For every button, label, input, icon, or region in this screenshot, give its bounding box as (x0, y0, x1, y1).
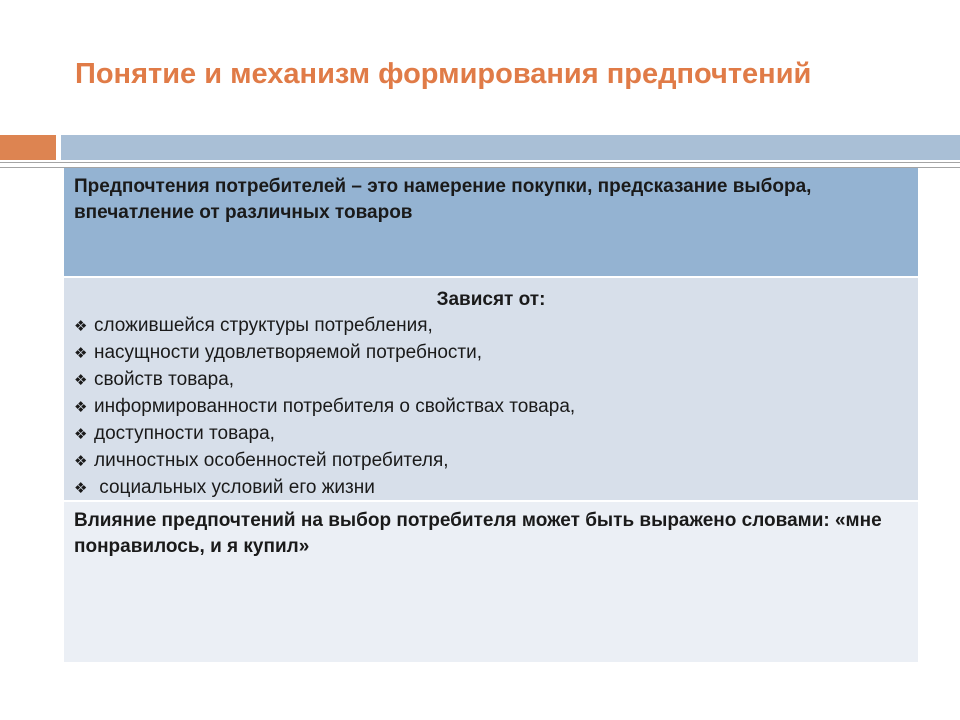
influence-text: Влияние предпочтений на выбор потребителя может быть выражено словами: «мне понравилось, и я купил» (74, 510, 882, 557)
list-item (74, 448, 908, 475)
diamond-bullet-icon: ❖ (74, 345, 88, 362)
depends-title: Зависят от: (436, 289, 546, 310)
diamond-bullet-icon: ❖ (74, 426, 88, 443)
slide-title: Понятие и механизм формирования предпочтений (75, 58, 812, 90)
factor-text: социальных условий его жизни (94, 477, 375, 498)
list-item (74, 475, 908, 502)
diamond-bullet-icon: ❖ (74, 480, 88, 497)
factor-list (74, 313, 908, 502)
factor-text: насущности удовлетворяемой потребности, (94, 342, 483, 363)
list-item (74, 367, 908, 394)
list-item (74, 394, 908, 421)
influence-cell (64, 502, 918, 662)
accent-bar-blue (61, 135, 960, 160)
factor-text: личностных особенностей потребителя, (94, 450, 449, 471)
definition-text: Предпочтения потребителей – это намерение покупки, предсказание выбора, впечатление от различных товаров (74, 176, 812, 223)
list-item (74, 421, 908, 448)
diamond-bullet-icon: ❖ (74, 399, 88, 416)
diamond-bullet-icon: ❖ (74, 453, 88, 470)
diamond-bullet-icon: ❖ (74, 318, 88, 335)
factors-cell (64, 278, 918, 502)
definition-cell (64, 168, 918, 278)
list-item (74, 313, 908, 340)
accent-bar-orange (0, 135, 56, 160)
list-item (74, 340, 908, 367)
factor-text: информированности потребителя о свойствах товара, (94, 396, 576, 417)
factor-text: доступности товара, (94, 423, 275, 444)
diamond-bullet-icon: ❖ (74, 372, 88, 389)
content-table (64, 168, 918, 662)
factor-text: сложившейся структуры потребления, (94, 315, 433, 336)
factor-text: свойств товара, (94, 369, 235, 390)
